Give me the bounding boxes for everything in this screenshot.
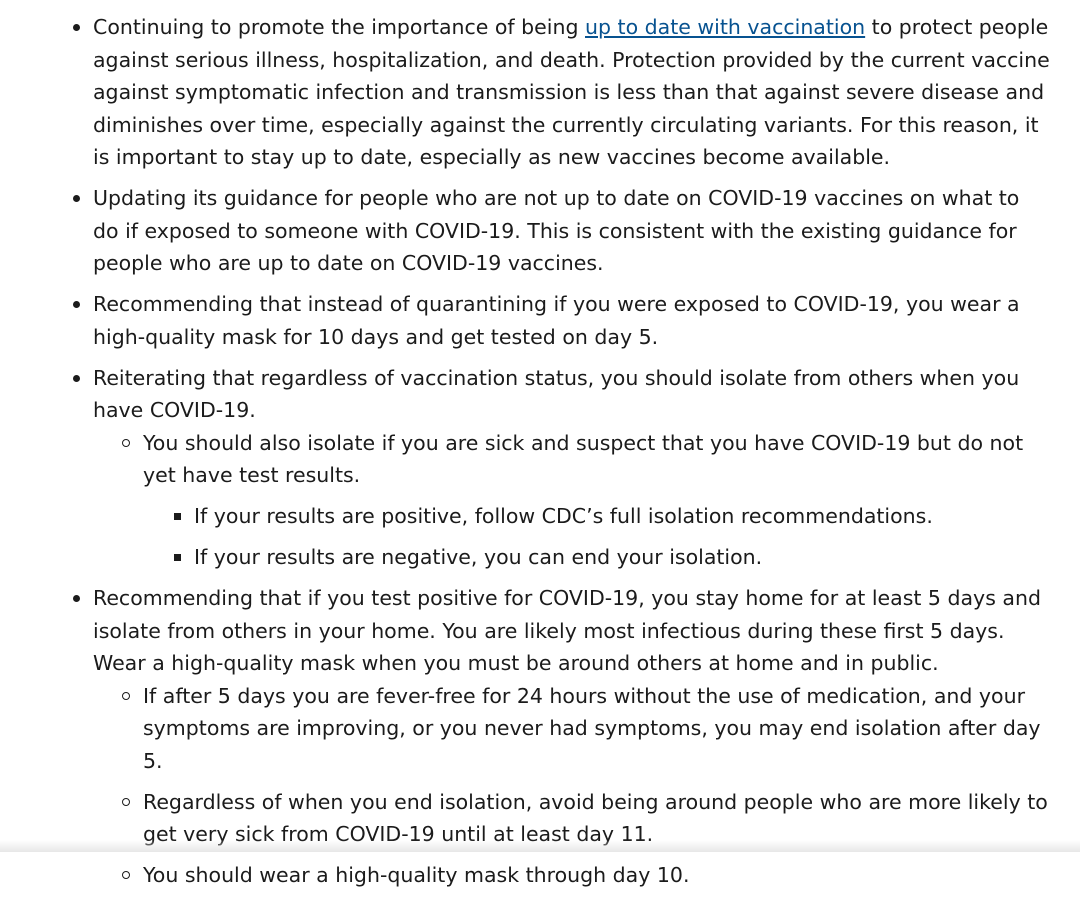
list-item-text: Recommending that if you test positive for COVID-19, you stay home for at least 5 days and isolate from others in your home. You are likely most infectious during these first 5 days. Wear a high-quality mask when you must be around others at home and in public. bbox=[93, 586, 1041, 675]
sublist-item-text: Regardless of when you end isolation, avoid being around people who are more likely to get very sick from COVID-19 until at least day 11. bbox=[143, 790, 1048, 847]
guidance-list bbox=[0, 11, 1050, 892]
sublist-item bbox=[143, 680, 1050, 778]
sublist-item bbox=[143, 427, 1050, 574]
bottom-fade bbox=[0, 840, 1080, 852]
list-item-isolation bbox=[93, 362, 1050, 574]
list-item-text: to protect people against serious illness, hospitalization, and death. Protection provided by the current vaccine against symptomatic infection and transmission is less than that against severe disease and diminishes over time, especially against the currently circulating variants. For this reason, it is important to stay up to date, especially as new vaccines become available. bbox=[93, 15, 1050, 169]
list-item-mask-recommendation bbox=[93, 288, 1050, 353]
list-item-text: Updating its guidance for people who are not up to date on COVID-19 vaccines on what to do if exposed to someone with COVID-19. This is consistent with the existing guidance for people who are up to date on COVID-19 vaccines. bbox=[93, 186, 1019, 275]
list-item-text: Continuing to promote the importance of being bbox=[93, 15, 585, 39]
sub-sublist-item-text: If your results are positive, follow CDC’s full isolation recommendations. bbox=[194, 504, 933, 528]
list-item-text: Reiterating that regardless of vaccination status, you should isolate from others when you have COVID-19. bbox=[93, 366, 1019, 423]
sublist-item bbox=[143, 859, 1050, 892]
sublist-item-text: You should also isolate if you are sick and suspect that you have COVID-19 but do not yet have test results. bbox=[143, 431, 1023, 488]
sub-sublist-item bbox=[194, 541, 1050, 574]
sub-sublist-item bbox=[194, 500, 1050, 533]
sublist-item-text: You should wear a high-quality mask through day 10. bbox=[143, 863, 689, 887]
list-item-exposure-guidance bbox=[93, 182, 1050, 280]
isolation-sublist bbox=[93, 427, 1050, 574]
article-content bbox=[0, 11, 1080, 900]
test-results-sublist bbox=[143, 500, 1050, 574]
positive-test-sublist bbox=[93, 680, 1050, 892]
list-item-text: Recommending that instead of quarantining if you were exposed to COVID-19, you wear a high-quality mask for 10 days and get tested on day 5. bbox=[93, 292, 1020, 349]
sub-sublist-item-text: If your results are negative, you can end your isolation. bbox=[194, 545, 762, 569]
sublist-item-text: If after 5 days you are fever-free for 24 hours without the use of medication, and your symptoms are improving, or you never had symptoms, you may end isolation after day 5. bbox=[143, 684, 1041, 773]
list-item-vaccination bbox=[93, 11, 1050, 174]
vaccination-link[interactable]: up to date with vaccination bbox=[585, 15, 865, 39]
